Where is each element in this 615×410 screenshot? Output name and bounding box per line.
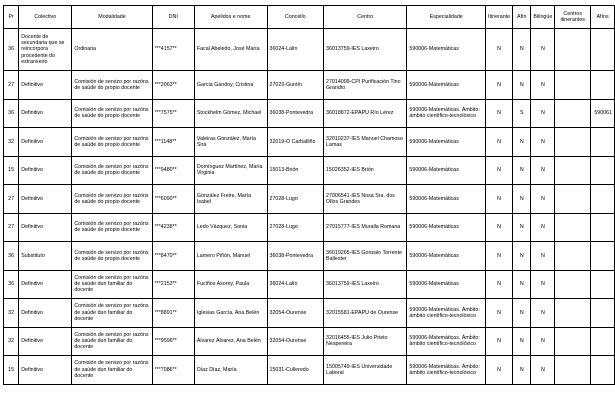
header-dni: DNI (152, 6, 194, 29)
header-modalidade: Modalidade (72, 6, 152, 29)
cell-centros-itinerantes (555, 356, 591, 385)
cell-modalidade: Comisión de servizo por razóns de saúde do propio docente (72, 71, 152, 100)
cell-itinerante: N (486, 270, 513, 299)
table-row (4, 156, 615, 185)
cell-afins (591, 327, 615, 356)
cell-pr: 27 (4, 213, 19, 242)
cell-nome: González Freire, María Isabel (194, 185, 267, 214)
cell-dni: ***7575** (152, 99, 194, 128)
cell-colectivo: Definitivo (19, 71, 72, 100)
cell-centro: 36013759-IES Laxeiro (324, 29, 407, 71)
cell-afins (591, 270, 615, 299)
cell-dni: ***7086** (152, 356, 194, 385)
cell-bilingue: N (531, 327, 555, 356)
cell-centro: 15026352-IES Brión (324, 156, 407, 185)
cell-centro: 36013759-IES Laxeiro (324, 270, 407, 299)
cell-bilingue: N (531, 29, 555, 71)
cell-colectivo: Definitivo (19, 185, 72, 214)
header-afins: Afíns (591, 6, 615, 29)
cell-centros-itinerantes (555, 128, 591, 157)
cell-concello: 36024-Lalín (267, 29, 324, 71)
cell-afin: N (513, 29, 531, 71)
cell-modalidade: Comisión de servizo por razóns de saúde do propio docente (72, 156, 152, 185)
cell-especialidade: 590006-Matemáticas (407, 29, 486, 71)
header-bilingue: Bilingüe (531, 6, 555, 29)
cell-concello: 36038-Pontevedra (267, 242, 324, 271)
header-centros-itinerantes: Centros itinerantes (555, 6, 591, 29)
cell-pr: 36 (4, 99, 19, 128)
cell-especialidade: 590006-Matemáticas. Ámbito: ámbito científico-tecnolóxico (407, 327, 486, 356)
table-row (4, 213, 615, 242)
cell-dni: ***1148** (152, 128, 194, 157)
cell-centro: 32010237-IES Manuel Chamoso Lamas (324, 128, 407, 157)
cell-bilingue: N (531, 156, 555, 185)
cell-nome: Facal Abeledo, José María (194, 29, 267, 71)
cell-centros-itinerantes (555, 242, 591, 271)
cell-modalidade: Comisión de servizo por razóns de saúde do propio docente (72, 128, 152, 157)
cell-dni: ***4238** (152, 213, 194, 242)
table-row (4, 327, 615, 356)
cell-bilingue: N (531, 128, 555, 157)
header-centro: Centro (324, 6, 407, 29)
cell-nome: Domínguez Martínez, María Virginia (194, 156, 267, 185)
cell-especialidade: 590006-Matemáticas (407, 270, 486, 299)
cell-bilingue: N (531, 299, 555, 328)
cell-nome: Valeiras González, María Sira (194, 128, 267, 157)
cell-itinerante: N (486, 327, 513, 356)
cell-especialidade: 590006-Matemáticas (407, 242, 486, 271)
cell-modalidade: Ordinaria (72, 29, 152, 71)
cell-nome: Ledo Vázquez, Sonia (194, 213, 267, 242)
cell-bilingue: N (531, 71, 555, 100)
cell-modalidade: Comisión de servizo por razóns de saúde do propio docente (72, 213, 152, 242)
cell-colectivo: Definitivo (19, 356, 72, 385)
cell-nome: Lamero Piñón, Manuel (194, 242, 267, 271)
cell-afin: S (513, 99, 531, 128)
table-row (4, 270, 615, 299)
cell-centros-itinerantes (555, 29, 591, 71)
cell-itinerante: N (486, 213, 513, 242)
cell-colectivo: Definitivo (19, 327, 72, 356)
cell-nome: García Gandoy, Cristina (194, 71, 267, 100)
cell-afins (591, 128, 615, 157)
cell-centro: 27006541-IES Nosa Sra. dos Ollos Grandes (324, 185, 407, 214)
cell-nome: Iglesias García, Ana Belén (194, 299, 267, 328)
cell-nome: Díaz Díaz, María (194, 356, 267, 385)
cell-afins (591, 242, 615, 271)
cell-afin: N (513, 327, 531, 356)
cell-pr: 15 (4, 356, 19, 385)
document-page (3, 5, 615, 385)
cell-dni: ***8470** (152, 242, 194, 271)
cell-concello: 32019-O Carballiño (267, 128, 324, 157)
cell-dni: ***6090** (152, 185, 194, 214)
cell-dni: ***9480** (152, 156, 194, 185)
cell-modalidade: Comisión de servizo por razóns de saúde do propio docente (72, 242, 152, 271)
cell-centros-itinerantes (555, 299, 591, 328)
header-apelidos: Apelidos e nome (194, 6, 267, 29)
cell-especialidade: 590006-Matemáticas. Ámbito: ámbito científico-tecnolóxico (407, 99, 486, 128)
cell-dni: ***9596** (152, 327, 194, 356)
table-row (4, 128, 615, 157)
cell-afin: N (513, 299, 531, 328)
cell-itinerante: N (486, 242, 513, 271)
table-row (4, 242, 615, 271)
cell-colectivo: Definitivo (19, 128, 72, 157)
table-row (4, 99, 615, 128)
cell-pr: 32 (4, 128, 19, 157)
header-especialidade: Especialidade (407, 6, 486, 29)
cell-centro: 32016455-IES Julio Prieto Nespereira (324, 327, 407, 356)
cell-centro: 32015581-EPAPU de Ourense (324, 299, 407, 328)
cell-concello: 27023-Guntín (267, 71, 324, 100)
cell-afins (591, 71, 615, 100)
cell-especialidade: 590006-Matemáticas (407, 128, 486, 157)
cell-centro: 27015777-IES Muralla Romana (324, 213, 407, 242)
cell-dni: ***8891** (152, 299, 194, 328)
cell-afin: N (513, 128, 531, 157)
cell-colectivo: Substituto (19, 242, 72, 271)
cell-dni: ***2063** (152, 71, 194, 100)
cell-afins (591, 156, 615, 185)
cell-modalidade: Comisión de servizo por razóns de saúde dun familiar do docente (72, 270, 152, 299)
cell-especialidade: 590006-Matemáticas (407, 156, 486, 185)
cell-pr: 36 (4, 242, 19, 271)
cell-centros-itinerantes (555, 156, 591, 185)
cell-afin: N (513, 270, 531, 299)
table-row (4, 71, 615, 100)
cell-itinerante: N (486, 356, 513, 385)
cell-bilingue: N (531, 185, 555, 214)
cell-afins (591, 299, 615, 328)
cell-afin: N (513, 242, 531, 271)
cell-centro: 15005749-IES Universidade Laboral (324, 356, 407, 385)
cell-nome: Fuciños Asorey, Paula (194, 270, 267, 299)
cell-especialidade: 590006-Matemáticas (407, 185, 486, 214)
cell-especialidade: 590006-Matemáticas (407, 213, 486, 242)
cell-bilingue: N (531, 270, 555, 299)
cell-modalidade: Comisión de servizo por razóns de saúde do propio docente (72, 99, 152, 128)
cell-afin: N (513, 213, 531, 242)
cell-concello: 32054-Ourense (267, 327, 324, 356)
header-afin: Afín (513, 6, 531, 29)
table-row (4, 299, 615, 328)
cell-pr: 27 (4, 185, 19, 214)
table-row (4, 29, 615, 71)
cell-bilingue: N (531, 242, 555, 271)
cell-itinerante: N (486, 99, 513, 128)
cell-centros-itinerantes (555, 327, 591, 356)
cell-especialidade: 590006-Matemáticas. Ámbito: ámbito científico-tecnolóxico (407, 299, 486, 328)
cell-colectivo: Definitivo (19, 156, 72, 185)
cell-itinerante: N (486, 128, 513, 157)
cell-afin: N (513, 71, 531, 100)
cell-pr: 32 (4, 299, 19, 328)
cell-colectivo: Docente de secundaria que se reincorpora procedente do estranxeiro (19, 29, 72, 71)
cell-concello: 36024-Lalín (267, 270, 324, 299)
table-row (4, 185, 615, 214)
cell-colectivo: Definitivo (19, 213, 72, 242)
cell-concello: 15031-Culleredo (267, 356, 324, 385)
cell-itinerante: N (486, 185, 513, 214)
cell-afins: 590061 (591, 99, 615, 128)
cell-pr: 36 (4, 29, 19, 71)
cell-afins (591, 213, 615, 242)
cell-pr: 15 (4, 156, 19, 185)
cell-modalidade: Comisión de servizo por razóns de saúde dun familiar do docente (72, 299, 152, 328)
cell-dni: ***4157** (152, 29, 194, 71)
cell-itinerante: N (486, 299, 513, 328)
cell-afin: N (513, 156, 531, 185)
cell-especialidade: 590006-Matemáticas (407, 71, 486, 100)
table-header (4, 6, 615, 29)
cell-afin: N (513, 356, 531, 385)
cell-modalidade: Comisión de servizo por razóns de saúde dun familiar do docente (72, 356, 152, 385)
cell-afins (591, 356, 615, 385)
cell-centros-itinerantes (555, 270, 591, 299)
cell-dni: ***2153** (152, 270, 194, 299)
cell-colectivo: Definitivo (19, 299, 72, 328)
cell-centros-itinerantes (555, 99, 591, 128)
cell-nome: Álvarez Álvarez, Ana Belén (194, 327, 267, 356)
cell-afin: N (513, 185, 531, 214)
header-row (4, 6, 615, 29)
cell-centro: 36019265-IES Gonzalo Torrente Ballester (324, 242, 407, 271)
cell-itinerante: N (486, 156, 513, 185)
cell-bilingue: N (531, 213, 555, 242)
table-body (4, 29, 615, 385)
cell-modalidade: Comisión de servizo por razóns de saúde do propio docente (72, 185, 152, 214)
cell-centro: 27014009-CPI Purificación Tino Grandío (324, 71, 407, 100)
header-pr: Pr (4, 6, 19, 29)
header-itinerante: Itinerante (486, 6, 513, 29)
cell-colectivo: Definitivo (19, 270, 72, 299)
cell-afins (591, 29, 615, 71)
cell-especialidade: 590006-Matemáticas. Ámbito: ámbito científico-tecnolóxico (407, 356, 486, 385)
cell-concello: 32054-Ourense (267, 299, 324, 328)
cell-concello: 15013-Brión (267, 156, 324, 185)
cell-afins (591, 185, 615, 214)
cell-nome: Stockhelm Gómez, Michael (194, 99, 267, 128)
cell-concello: 27028-Lugo (267, 185, 324, 214)
table-row (4, 356, 615, 385)
cell-itinerante: N (486, 71, 513, 100)
cell-concello: 36038-Pontevedra (267, 99, 324, 128)
cell-centro: 36018872-EPAPU Río Lérez (324, 99, 407, 128)
assignments-table (3, 5, 615, 385)
cell-bilingue: N (531, 356, 555, 385)
cell-bilingue: N (531, 99, 555, 128)
cell-centros-itinerantes (555, 213, 591, 242)
cell-modalidade: Comisión de servizo por razóns de saúde dun familiar do docente (72, 327, 152, 356)
cell-centros-itinerantes (555, 185, 591, 214)
cell-centros-itinerantes (555, 71, 591, 100)
header-colectivo: Colectivo (19, 6, 72, 29)
header-concello: Concello (267, 6, 324, 29)
cell-pr: 36 (4, 270, 19, 299)
cell-pr: 32 (4, 327, 19, 356)
cell-colectivo: Definitivo (19, 99, 72, 128)
cell-concello: 27028-Lugo (267, 213, 324, 242)
cell-pr: 27 (4, 71, 19, 100)
cell-itinerante: N (486, 29, 513, 71)
